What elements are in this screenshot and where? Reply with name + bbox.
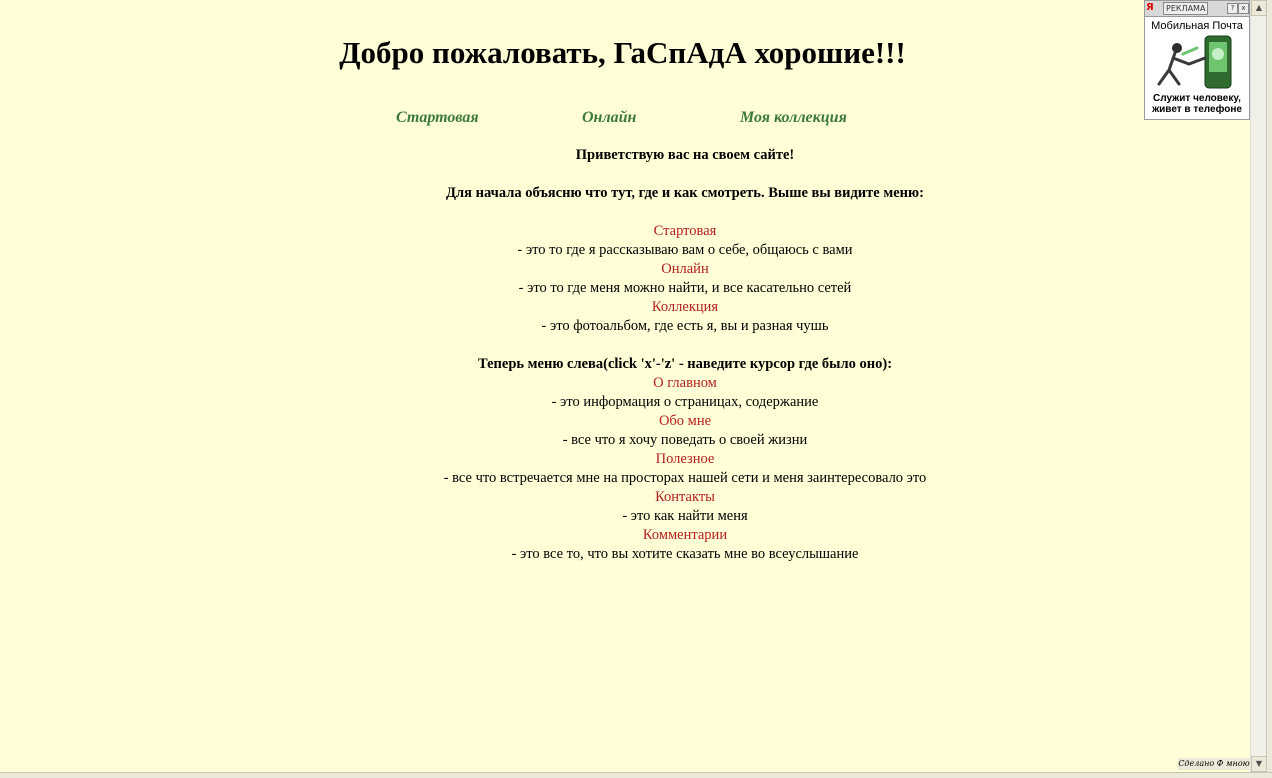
yandex-logo-icon: Я <box>1146 2 1154 13</box>
menu-name-about: Обо мне <box>658 413 712 429</box>
menu-name-comments: Комментарии <box>642 527 728 543</box>
nav-link-collection[interactable]: Моя коллекция <box>740 109 847 126</box>
scroll-up-arrow-icon[interactable]: ▲ <box>1251 0 1267 16</box>
vertical-scrollbar[interactable] <box>1250 0 1267 772</box>
menu-desc-collection: - это фотоальбом, где есть я, вы и разная чушь <box>541 318 829 334</box>
ad-label: РЕКЛАМА <box>1163 2 1208 15</box>
left-menu-intro: Теперь меню слева(click 'x'-'z' - наведите курсор где было оно): <box>477 356 893 372</box>
menu-name-main: О главном <box>653 375 717 391</box>
ad-caption-line1: Служит человеку, <box>1153 93 1241 104</box>
ad-banner[interactable] <box>1144 0 1250 120</box>
window-bottom-border <box>0 772 1272 778</box>
window-right-border <box>1266 0 1272 772</box>
made-by-badge: Сделано Ф мною <box>1178 759 1250 768</box>
nav-link-online[interactable]: Онлайн <box>582 109 637 126</box>
menu-desc-comments: - это все то, что вы хотите сказать мне во всеуслышание <box>511 546 859 562</box>
ad-toolbar <box>1145 1 1249 17</box>
menu-name-collection: Коллекция <box>651 299 719 315</box>
ad-help-button[interactable]: ? <box>1227 3 1238 14</box>
menu-name-online: Онлайн <box>661 261 709 277</box>
intro-text: Для начала объясню что тут, где и как смотреть. Выше вы видите меню: <box>446 185 924 201</box>
ad-caption <box>1145 93 1249 115</box>
ad-caption-line2: живет в телефоне <box>1152 104 1242 115</box>
menu-desc-main: - это информация о страницах, содержание <box>551 394 819 410</box>
menu-name-useful: Полезное <box>655 451 715 467</box>
menu-name-contacts: Контакты <box>655 489 715 505</box>
menu-name-start: Стартовая <box>653 223 717 239</box>
page-title: Добро пожаловать, ГаСпАдА хорошие!!! <box>339 35 906 70</box>
nav-link-start[interactable]: Стартовая <box>396 109 479 126</box>
menu-desc-start: - это то где я рассказываю вам о себе, общаюсь с вами <box>517 242 853 258</box>
ad-phone-image-icon <box>1149 34 1245 92</box>
ad-title: Мобильная Почта <box>1151 20 1243 32</box>
greeting-text: Приветствую вас на своем сайте! <box>575 147 795 163</box>
ad-close-button[interactable]: x <box>1238 3 1249 14</box>
menu-desc-contacts: - это как найти меня <box>622 508 748 524</box>
main-text <box>370 146 1000 564</box>
menu-desc-about: - все что я хочу поведать о своей жизни <box>562 432 808 448</box>
menu-desc-useful: - все что встречается мне на просторах нашей сети и меня заинтересовало это <box>443 470 927 486</box>
scroll-down-arrow-icon[interactable]: ▼ <box>1251 756 1267 772</box>
menu-desc-online: - это то где меня можно найти, и все касательно сетей <box>518 280 852 296</box>
